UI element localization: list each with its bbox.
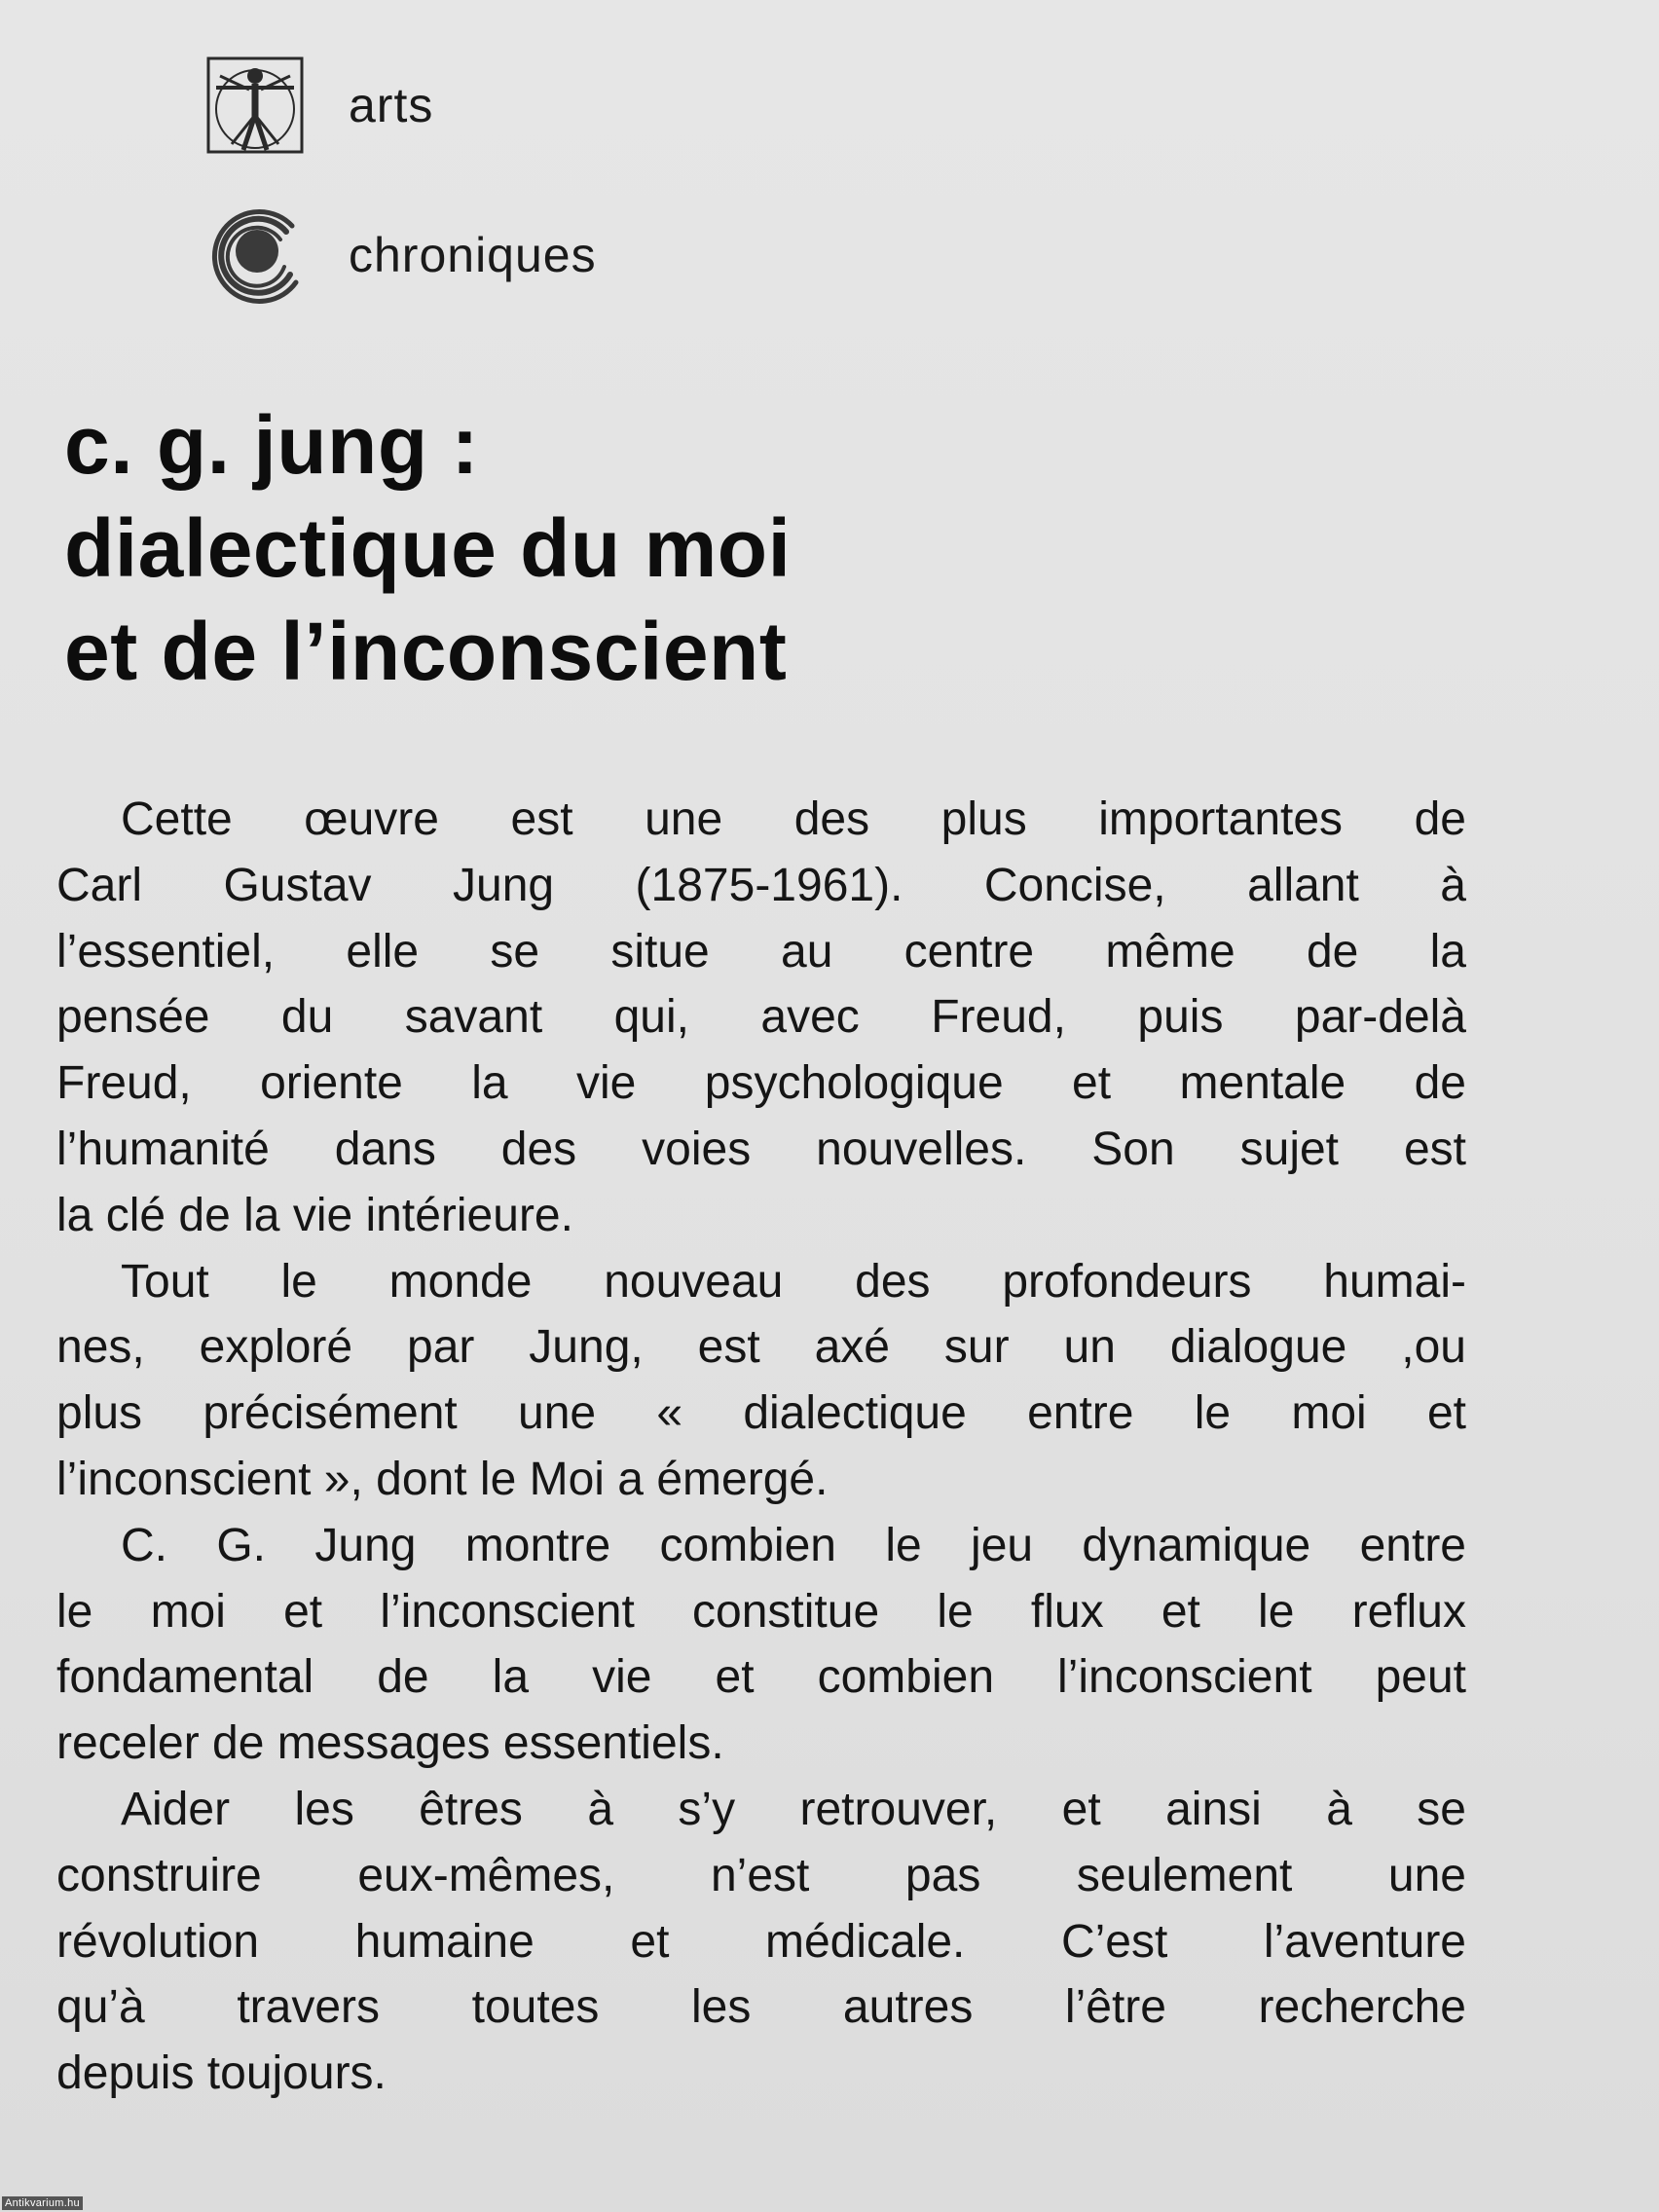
title-line-1: c. g. jung : <box>64 399 479 491</box>
text-line: l’humanité dans des voies nouvelles. Son sujet est <box>56 1123 1466 1175</box>
blurb-text <box>56 787 1466 2107</box>
text-line: fondamental de la vie et combien l’inconscient peut <box>56 1651 1466 1704</box>
text-line: le moi et l’inconscient constitue le flux et le reflux <box>56 1585 1466 1638</box>
text-line: l’inconscient », dont le Moi a émergé. <box>56 1453 829 1505</box>
text-line: Aider les êtres à s’y retrouver, et ainsi à se <box>121 1783 1466 1835</box>
text-line: receler de messages essentiels. <box>56 1717 724 1770</box>
text-line: pensée du savant qui, avec Freud, puis par-delà <box>56 991 1466 1044</box>
title-line-2: dialectique du moi <box>64 502 792 594</box>
blurb-paragraph-3 <box>56 1513 1466 1777</box>
text-line: Carl Gustav Jung (1875-1961). Concise, allant à <box>56 859 1466 911</box>
series-arts-label: arts <box>349 78 434 132</box>
watermark: Antikvarium.hu <box>2 2196 83 2210</box>
spiral-rings-icon <box>206 206 304 304</box>
text-line: Freud, oriente la vie psychologique et mentale de <box>56 1057 1466 1110</box>
title-line-3: et de l’inconscient <box>64 606 788 697</box>
text-line: depuis toujours. <box>56 2047 387 2100</box>
text-line: révolution humaine et médicale. C’est l’aventure <box>56 1915 1466 1968</box>
blurb-paragraph-2 <box>56 1249 1466 1513</box>
text-line: construire eux-mêmes, n’est pas seulement une <box>56 1849 1466 1901</box>
text-line: Cette œuvre est une des plus importantes de <box>121 793 1466 845</box>
text-line: la clé de la vie intérieure. <box>56 1189 573 1241</box>
book-title <box>64 393 940 703</box>
vitruvian-man-icon <box>206 56 304 154</box>
text-line: nes, exploré par Jung, est axé sur un dialogue ,ou <box>56 1321 1466 1374</box>
series-chroniques-label: chroniques <box>349 228 597 282</box>
text-line: qu’à travers toutes les autres l’être recherche <box>56 1981 1466 2034</box>
text-line: C. G. Jung montre combien le jeu dynamique entre <box>121 1519 1466 1571</box>
text-line: plus précisément une « dialectique entre le moi et <box>56 1387 1466 1440</box>
text-line: l’essentiel, elle se situe au centre même de la <box>56 925 1466 977</box>
blurb-paragraph-4 <box>56 1777 1466 2107</box>
series-arts <box>206 56 433 154</box>
series-chroniques <box>206 206 597 304</box>
blurb-paragraph-1 <box>56 787 1466 1249</box>
text-line: Tout le monde nouveau des profondeurs humai- <box>121 1255 1466 1308</box>
